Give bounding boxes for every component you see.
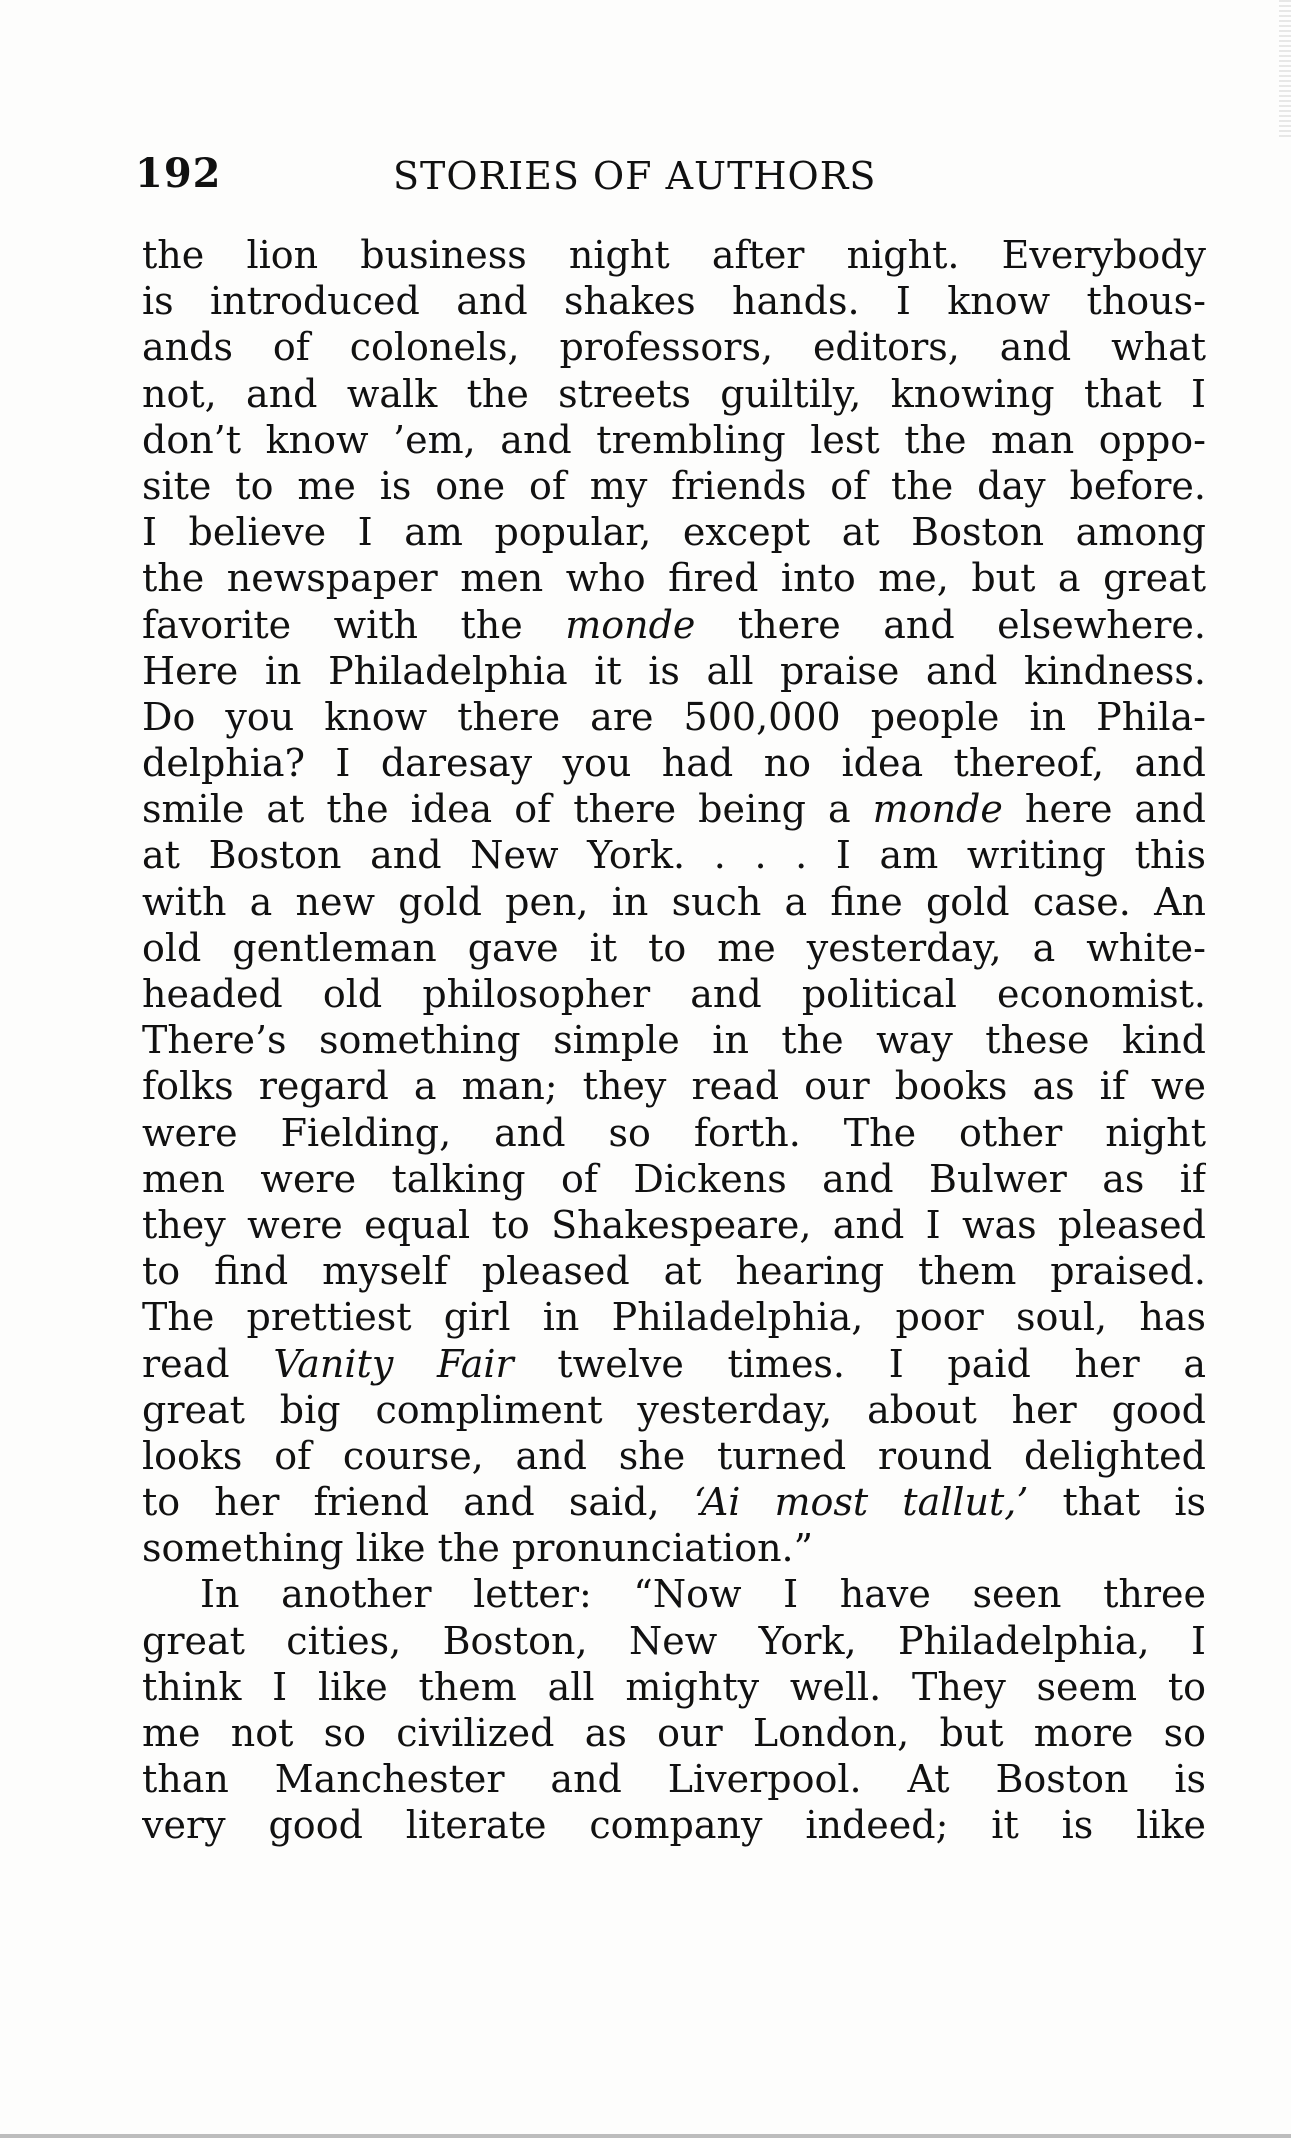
text-line: something like the pronunciation.”	[142, 1526, 814, 1571]
page-number: 192	[135, 150, 222, 197]
text-line: delphia? I daresay you had no idea thereof, and	[142, 741, 1206, 786]
text-line: There’s something simple in the way these kind	[142, 1018, 1206, 1063]
italic-word: monde	[565, 602, 696, 647]
text-line: think I like them all mighty well. They seem to	[142, 1664, 1206, 1709]
text-line: I believe I am popular, except at Boston among	[142, 510, 1206, 555]
text-line: is introduced and shakes hands. I know thous-	[142, 279, 1206, 324]
text-line: not, and walk the streets guiltily, knowing that I	[142, 371, 1206, 416]
text-line: smile at the idea of there being a monde here and	[142, 787, 1206, 832]
text-line: Do you know there are 500,000 people in Phila-	[142, 694, 1206, 739]
text-line: great cities, Boston, New York, Philadelphia, I	[142, 1618, 1206, 1663]
text-line: folks regard a man; they read our books as if we	[142, 1064, 1206, 1109]
text-line: men were talking of Dickens and Bulwer as if	[142, 1156, 1206, 1201]
text-line: ands of colonels, professors, editors, and what	[142, 325, 1206, 370]
text-line: than Manchester and Liverpool. At Boston is	[142, 1757, 1206, 1802]
text-line: The prettiest girl in Philadelphia, poor soul, has	[142, 1295, 1206, 1340]
body-text	[142, 232, 1206, 1849]
text-line: headed old philosopher and political economist.	[142, 972, 1206, 1016]
text-line: old gentleman gave it to me yesterday, a white-	[142, 925, 1206, 970]
text-line: favorite with the monde there and elsewhere.	[142, 602, 1206, 647]
italic-title: Vanity Fair	[273, 1341, 514, 1386]
text-line: site to me is one of my friends of the day before.	[142, 463, 1206, 508]
text-line: were Fielding, and so forth. The other night	[142, 1110, 1206, 1155]
page-bottom-edge	[0, 2134, 1291, 2138]
text-line: Here in Philadelphia it is all praise and kindness.	[142, 648, 1206, 693]
text-line: they were equal to Shakespeare, and I was pleased	[142, 1202, 1206, 1247]
text-line: to find myself pleased at hearing them praised.	[142, 1249, 1206, 1294]
text-line: very good literate company indeed; it is like	[142, 1803, 1206, 1848]
page-edge	[1279, 0, 1291, 140]
text-line: In another letter: “Now I have seen three	[200, 1572, 1206, 1617]
text-line: great big compliment yesterday, about her good	[142, 1387, 1206, 1432]
text-line: at Boston and New York. . . . I am writing this	[142, 833, 1206, 878]
text-line: the lion business night after night. Everybody	[142, 233, 1206, 277]
text-line: with a new gold pen, in such a fine gold case. An	[142, 879, 1206, 924]
running-head: STORIES OF AUTHORS	[393, 154, 877, 198]
text-line: to her friend and said, ‘Ai most tallut,’ that is	[142, 1480, 1206, 1525]
italic-quote: ‘Ai most tallut,’	[693, 1480, 1029, 1525]
text-line: don’t know ’em, and trembling lest the man oppo-	[142, 417, 1206, 462]
text-line: the newspaper men who fired into me, but a great	[142, 556, 1206, 601]
text-line: read Vanity Fair twelve times. I paid her a	[142, 1341, 1206, 1386]
text-line: me not so civilized as our London, but more so	[142, 1711, 1206, 1755]
text-line: looks of course, and she turned round delighted	[142, 1433, 1206, 1478]
page-header	[135, 150, 1205, 210]
italic-word: monde	[872, 787, 1003, 832]
